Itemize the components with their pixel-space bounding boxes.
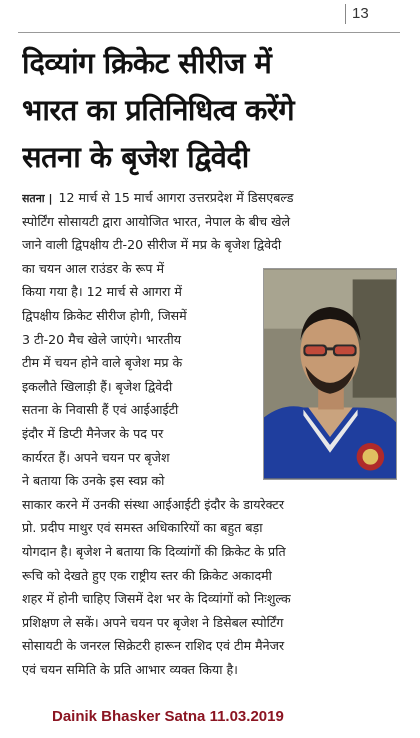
- headline-line-2: भारत का प्रतिनिधित्व करेंगे: [22, 93, 295, 127]
- body-line-9: इकलौते खिलाड़ी हैं। बृजेश द्विवेदी: [22, 378, 173, 394]
- headline-line-1: दिव्यांग क्रिकेट सीरीज में: [22, 46, 272, 80]
- body-line-21: एवं चयन समिति के प्रति आभार व्यक्त किया है।: [22, 662, 238, 677]
- portrait-photo: [263, 268, 397, 480]
- body-line-14: साकार करने में उनकी संस्था आईआईटी इंदौर के डायरेक्टर: [22, 496, 285, 512]
- headline: [22, 40, 407, 181]
- body-line-1: [22, 186, 400, 211]
- page-number: 13: [345, 4, 377, 24]
- body-line-1-text: 12 मार्च से 15 मार्च आगरा उत्तरप्रदेश में डिसएबल्ड: [58, 190, 294, 205]
- man-with-sunglasses-image: [264, 269, 396, 479]
- body-line-8: टीम में चयन होने वाले बृजेश मप्र के: [22, 355, 183, 371]
- source-credit: Dainik Bhasker Satna 11.03.2019: [52, 708, 284, 725]
- body-line-7: 3 टी-20 मैच खेले जाएंगे। भारतीय: [22, 331, 182, 347]
- body-line-13: ने बताया कि उनके इस स्वप्न को: [22, 473, 165, 489]
- body-line-5: किया गया है। 12 मार्च से आगरा में: [22, 284, 182, 300]
- body-line-11: इंदौर में डिप्टी मैनेजर के पद पर: [22, 426, 164, 441]
- body-line-12: कार्यरत हैं। अपने चयन पर बृजेश: [22, 449, 170, 465]
- headline-line-3: सतना के बृजेश द्विवेदी: [22, 140, 249, 174]
- body-line-15: प्रो. प्रदीप माथुर एवं समस्त अधिकारियों का बहुत बड़ा: [22, 520, 263, 536]
- body-line-19: प्रशिक्षण ले सकें। अपने चयन पर बृजेश ने डिसेबल स्पोर्टिंग: [22, 614, 284, 630]
- body-line-18: शहर में होनी चाहिए जिसमें देश भर के दिव्यांगों को निःशुल्क: [22, 591, 291, 607]
- body-line-4: का चयन आल राउंडर के रूप में: [22, 260, 164, 276]
- body-line-3: जाने वाली द्विपक्षीय टी-20 सीरीज में मप्र के बृजेश द्विवेदी: [22, 237, 282, 253]
- body-line-6: द्विपक्षीय क्रिकेट सीरीज होगी, जिसमें: [22, 308, 187, 323]
- body-line-20: सोसायटी के जनरल सिक्रेटरी हारून राशिद एवं टीम मैनेजर: [22, 638, 285, 654]
- body-line-10: सतना के निवासी हैं एवं आईआईटी: [22, 402, 179, 418]
- dateline: सतना |: [22, 192, 53, 205]
- body-line-2: स्पोर्टिंग सोसायटी द्वारा आयोजित भारत, नेपाल के बीच खेले: [22, 213, 290, 229]
- top-rule: [18, 32, 400, 33]
- body-line-16: योगदान है। बृजेश ने बताया कि दिव्यांगों की क्रिकेट के प्रति: [22, 544, 286, 559]
- body-line-17: रूचि को देखते हुए एक राष्ट्रीय स्तर की क्रिकेट अकादमी: [22, 567, 272, 583]
